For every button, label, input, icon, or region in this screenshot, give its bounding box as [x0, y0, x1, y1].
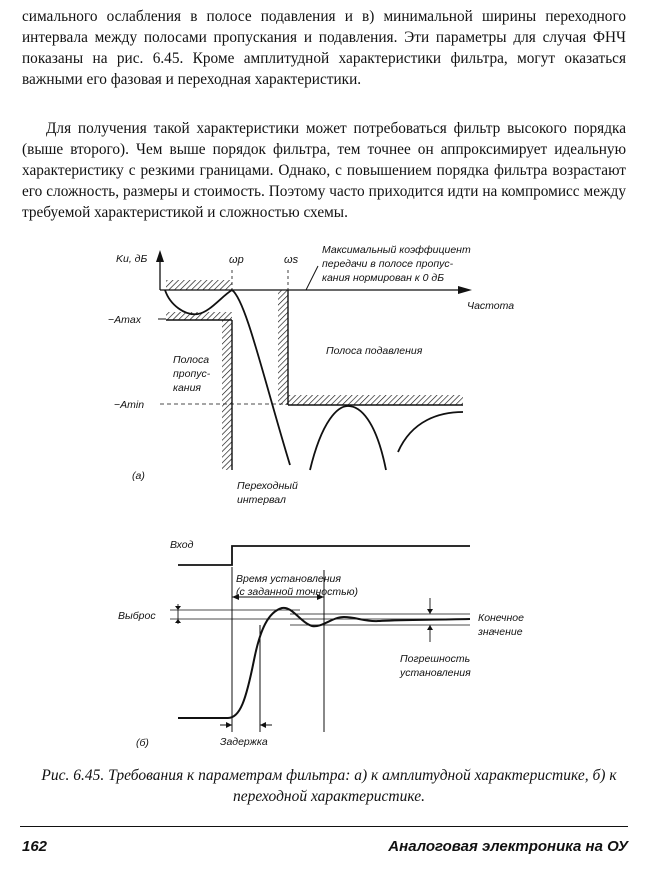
x-axis-label: Частота	[467, 300, 515, 312]
passband-line-2: пропус-	[173, 368, 211, 380]
figure-caption: Рис. 6.45. Требования к параметрам фильтра: а) к амплитудной характеристике, б) к переходной характеристике.	[41, 767, 617, 805]
passband-line-3: кания	[173, 382, 202, 394]
passband-line-1: Полоса	[173, 354, 210, 366]
ws-label: ωs	[284, 254, 299, 266]
annotation-line-3: кания нормирован к 0 дБ	[322, 272, 445, 284]
final-line-1: Конечное	[478, 612, 524, 624]
stopband-lobe-2	[398, 412, 463, 452]
wp-label: ωp	[229, 254, 244, 266]
final-line-2: значение	[478, 626, 523, 638]
passband-max-hatch	[166, 280, 232, 290]
annotation-line-1: Максимальный коэффициент	[322, 244, 471, 256]
figure-a	[108, 244, 514, 506]
stopband-edge-hatch	[278, 290, 288, 405]
error-line-2: установления	[400, 667, 471, 679]
body-paragraph-1: симального ослабления в полосе подавления и в) минимальной ширины переходного интервала между полосами пропускания и подавления. Эти параметры для случая ФНЧ показаны на рис. 6.45. Кроме амплитудной характеристики фильтра, могут оказаться важными его фазовая и переходная характеристики.	[22, 8, 626, 88]
settling-line-2: (с заданной точностью)	[236, 586, 359, 598]
settling-line-1: Время установления	[236, 573, 341, 585]
body-paragraph-2: Для получения такой характеристики может потребоваться фильтр высокого порядка (выше второго). Чем выше порядок фильтра, тем точнее он аппроксимирует идеальную характеристику с резкими границами. Однако, с повышением порядка фильтра возрастают его сложность, размеры и стоимость. Поэтому часто приходится идти на компромисс между требуемой характеристикой и сложностью схемы.	[22, 120, 626, 221]
y-axis-arrow	[156, 250, 164, 262]
error-line-1: Погрешность	[400, 653, 471, 665]
input-step	[178, 546, 470, 565]
amax-label: −Amax	[108, 314, 141, 326]
delay-label: Задержка	[220, 736, 268, 748]
overshoot-label: Выброс	[118, 610, 156, 622]
transition-line-1: Переходный	[237, 480, 298, 492]
annotation-line-2: передачи в полосе пропус-	[322, 258, 454, 270]
stopband-lobe-1	[310, 406, 386, 470]
transition-line-2: интервал	[237, 494, 286, 506]
book-title: Аналоговая электроника на ОУ	[388, 838, 628, 855]
y-axis-label: Ku, дБ	[116, 253, 148, 265]
amin-label: −Amin	[114, 399, 145, 411]
x-axis-arrow	[458, 286, 472, 294]
input-label: Вход	[170, 539, 194, 551]
footer-rule	[20, 826, 628, 827]
passband-edge-hatch	[222, 320, 232, 470]
stopband-level-hatch	[288, 395, 463, 405]
panel-a-label: (а)	[132, 470, 145, 482]
panel-b-label: (б)	[136, 737, 149, 749]
figure-b	[118, 539, 524, 749]
page-number: 162	[22, 838, 48, 855]
stopband-label: Полоса подавления	[326, 345, 423, 357]
